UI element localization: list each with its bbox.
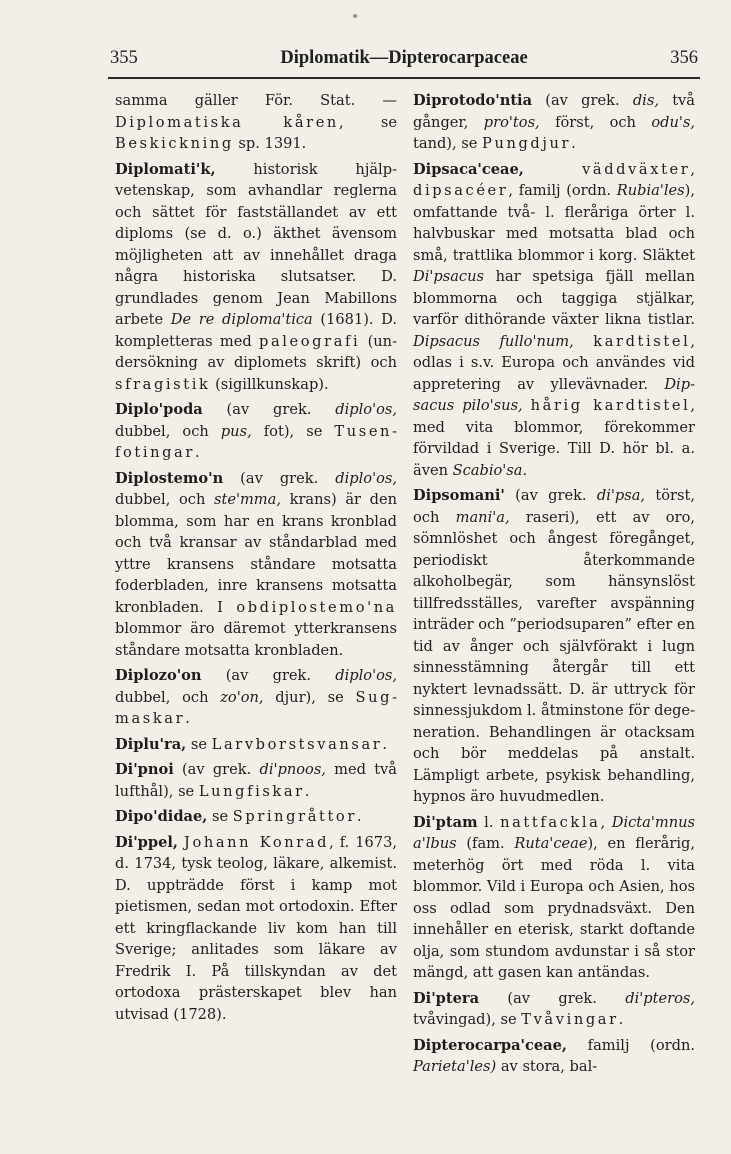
entry-text — [523, 397, 531, 414]
italic-term: Parieta'les) — [413, 1058, 497, 1075]
entry-headword: Diplu'ra, — [115, 735, 187, 753]
spaced-term: obdiplostemo'na — [236, 598, 397, 616]
entry-text: l. — [477, 813, 501, 831]
italic-term: diplo'os, — [335, 667, 397, 684]
entry-headword: Dipsaca'ceae, — [413, 160, 524, 178]
spaced-term: väddväxter — [582, 160, 691, 178]
spaced-term: Sugmaskar — [115, 688, 397, 727]
entry-text: sp. 1391. — [233, 135, 307, 152]
printer-mark-dot — [353, 14, 357, 18]
italic-term: Scabio'sa. — [452, 461, 528, 479]
entry-text: (1681). D. kompletteras med — [115, 311, 398, 350]
entry-text: . — [356, 808, 362, 825]
dictionary-entry — [413, 90, 695, 155]
entry-headword: Di'pnoi — [115, 761, 174, 778]
entry-text: (fam. — [456, 835, 515, 852]
entry-text: , f. 1673, d. 1734, tysk teolog, läkare, alkemist. D. uppträdde först i kamp mot pietismen, sedan mot ortodoxin. Efter ett kringflackande liv kom han till Sverige; anlitades som läkare av Fredrik I. På tillskyndan av det ortodoxa prästerskapet blev han utvisad (1728). — [115, 833, 397, 1023]
entry-text: , odlas i s.v. Europa och användes vid appretering av yllevävnader. — [413, 332, 695, 393]
dictionary-entry — [115, 734, 397, 756]
entry-text: (av grek. — [504, 487, 597, 504]
italic-term: mani'a, — [455, 508, 510, 526]
spaced-term: Larvborstsvansar — [211, 735, 383, 753]
italic-term: Dicta'mnus a'lbus — [413, 813, 695, 852]
entry-text: (av grek. — [173, 761, 260, 778]
entry-text: , — [600, 813, 612, 831]
italic-term: Ruta'ceae — [514, 835, 588, 852]
entry-text: (av grek. — [202, 401, 336, 418]
italic-term: diplo'os, — [335, 469, 397, 487]
italic-term: De re diploma'tica — [170, 311, 313, 328]
page-number-right: 356 — [670, 48, 698, 68]
italic-term: di'pteros, — [625, 989, 695, 1007]
dictionary-entry — [413, 1035, 695, 1078]
italic-term: di'pnoos, — [259, 761, 326, 778]
dictionary-entry — [115, 399, 397, 464]
entry-text: , med vita blommor, förekommer förvildad i Sverige. Till D. hör bl. a. även — [413, 397, 695, 479]
italic-term: Di'psacus — [413, 268, 484, 285]
entry-headword: Di'ppel, — [115, 833, 178, 851]
italic-term: pus, — [220, 422, 252, 440]
spaced-term: sfragistik — [115, 375, 211, 393]
entry-headword: Dipsomani' — [413, 487, 505, 504]
entry-text: se — [207, 808, 233, 825]
italic-term: Dipsacus fullo'num, — [413, 332, 574, 350]
entry-text: samma gäller För. Stat. — — [115, 92, 397, 109]
entry-text: ), en flerårig, meterhög ört med röda l. vita blommor. Vild i Europa och Asien, hos oss odlad som prydnadsväxt. Den innehåller en eterisk, starkt doftande olja, som stundom avdunstar i så stor mängd, att gasen kan antändas. — [413, 835, 695, 981]
dictionary-entry — [115, 468, 397, 662]
page-number-left: 355 — [110, 48, 138, 68]
entry-headword: Diplostemo'n — [115, 469, 224, 487]
entry-text: (av grek. — [479, 989, 626, 1007]
entry-headword: Dipo'didae, — [115, 808, 208, 825]
left-column — [115, 90, 397, 1029]
italic-term: di'psa, — [596, 487, 646, 504]
entry-text: , se — [338, 113, 398, 131]
spaced-term: hårig kardtistel — [530, 397, 691, 414]
italic-term: odu's, — [651, 113, 695, 131]
spaced-term: Tvåvingar — [521, 1011, 619, 1028]
entry-text: djur), se — [263, 688, 356, 706]
italic-term: ste'mma, — [213, 491, 281, 508]
running-header — [110, 48, 698, 74]
entry-text: dubbel, och — [115, 688, 221, 706]
entry-headword: Di'ptam — [413, 813, 478, 831]
entry-headword: Diprotodo'ntia — [413, 92, 533, 109]
entry-text: . — [571, 135, 576, 152]
entry-text: . — [382, 735, 387, 753]
entry-text: (sigillkunskap). — [210, 375, 329, 393]
italic-term: diplo'os, — [335, 401, 397, 418]
entry-text: , familj (ordn. — [508, 182, 617, 199]
entry-text: se — [186, 735, 212, 753]
dictionary-entry — [413, 812, 695, 984]
dictionary-entry — [115, 90, 397, 155]
entry-text: törst, och — [413, 487, 696, 526]
dictionary-entry — [115, 665, 397, 730]
entry-text: historisk hjälpvetenskap, som avhandlar reglerna och sättet för fastställandet av ett diploms (se d. o.) äkthet ävensom möjligheten att av innehållet draga några historiska slutsatser. D. grundlades genom Jean Mabillons arbete — [115, 160, 397, 328]
spaced-term: kardtistel — [593, 332, 691, 350]
page-title: Diplomatik—Dipterocarpaceae — [280, 48, 528, 68]
entry-text: (av grek. — [223, 469, 336, 487]
dictionary-entry — [115, 759, 397, 802]
entry-text: (undersökning av diplomets skrift) och — [115, 332, 397, 371]
entry-text: (av grek. — [532, 92, 633, 109]
entry-text: raseri), ett av oro, sömnlöshet och ångest föregånget, periodiskt återkommande alkoholbegär, som hänsynslöst tillfredsställes, varefter avspänning inträder och ”periodsuparen” efter en tid av ånger och självförakt i lugn sinnesstämning återgår till ett nyktert levnadssätt. D. är uttryck för sinnessjukdom l. åtminstone för degeneration. Behandlingen är otacksam och bör meddelas på anstalt. Lämpligt arbete, psykisk behandling, hypnos äro huvudmedlen. — [413, 508, 695, 805]
italic-term: zo'on, — [220, 688, 264, 706]
entry-text: tvåvingad), se — [413, 1011, 522, 1028]
entry-text: med två lufthål), se — [115, 761, 398, 800]
italic-term: Rubia'les — [616, 182, 685, 199]
entry-text: dubbel, och — [115, 422, 221, 440]
entry-headword: Dipterocarpa'ceae, — [413, 1036, 568, 1054]
entry-text: blommor äro däremot ytterkransens ståndare motsatta kronbladen. — [115, 620, 397, 659]
italic-term: dis, — [632, 92, 659, 109]
entry-text: ), omfattande två- l. fleråriga örter l. halvbuskar med motsatta blad och små, trattlika blommor i korg. Släktet — [413, 182, 695, 264]
entry-text: fot), se — [251, 422, 335, 440]
spaced-term: Johann Konrad — [184, 833, 330, 851]
right-column — [413, 90, 695, 1082]
spaced-term: Pungdjur — [482, 135, 572, 152]
entry-text: . — [304, 782, 310, 800]
dictionary-entry — [413, 988, 695, 1031]
entry-text: familj (ordn. — [567, 1036, 695, 1054]
entry-headword: Diplo'poda — [115, 401, 203, 418]
spaced-term: paleografi — [259, 332, 361, 350]
entry-text: av stora, bal- — [496, 1058, 598, 1075]
entry-text: två gånger, — [413, 92, 696, 131]
entry-text: först, och — [539, 113, 652, 131]
entry-text: dubbel, och — [115, 491, 214, 508]
dictionary-entry — [413, 159, 695, 482]
spaced-term: Diplomatiska kåren — [115, 113, 339, 131]
entry-text: , — [690, 160, 695, 178]
dictionary-entry — [115, 832, 397, 1026]
entry-headword: Di'ptera — [413, 989, 480, 1007]
dictionary-entry — [115, 159, 397, 396]
entry-headword: Diplomati'k, — [115, 160, 216, 178]
entry-text: krans) är den blomma, som har en krans kronblad och två kransar av ståndarblad med yttre kransens ståndare motsatta foderbladen, inre kransens motsatta kronbladen. I — [115, 491, 397, 616]
dictionary-entry — [115, 806, 397, 828]
dictionary-entry — [413, 485, 695, 808]
entry-text: (av grek. — [201, 667, 336, 684]
entry-text: tand), se — [413, 135, 483, 152]
entry-text: har spetsiga fjäll mellan blommorna och taggiga stjälkar, varför dithörande växter likna tistlar. — [413, 268, 695, 328]
italic-term: pro'tos, — [483, 113, 540, 131]
entry-text — [574, 333, 594, 350]
entry-text: . — [185, 710, 190, 727]
entry-headword: Diplozo'on — [115, 667, 202, 684]
spaced-term: Springråttor — [232, 808, 357, 825]
entry-text: . — [618, 1011, 624, 1028]
spaced-term: Lungfiskar — [198, 782, 305, 800]
spaced-term: dipsacéer — [413, 182, 509, 199]
entry-text: . — [194, 444, 200, 461]
spaced-term: Beskickning — [115, 135, 234, 152]
italic-term: Dipsacus pilo'sus, — [413, 375, 695, 414]
spaced-term: Tusenfotingar — [115, 422, 397, 461]
entry-text — [524, 161, 582, 178]
header-rule — [108, 77, 700, 79]
spaced-term: nattfackla — [500, 813, 601, 831]
